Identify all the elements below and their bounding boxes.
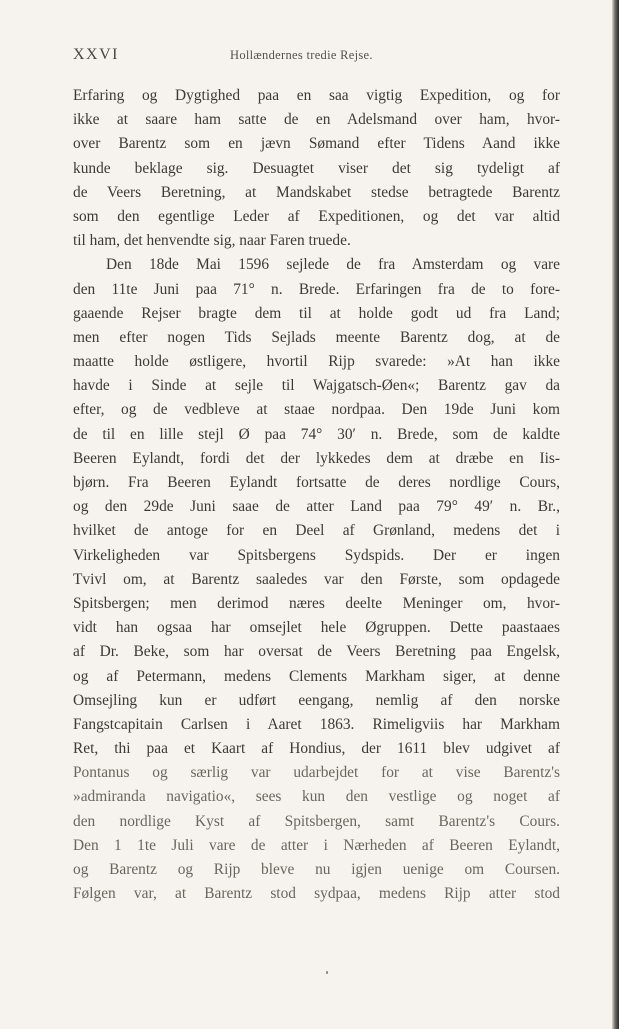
text-line: Virkeligheden var Spitsbergens Sydspids. Der er ingen: [73, 546, 560, 564]
text-line: Pontanus og særlig var udarbejdet for at vise Barentz's: [73, 764, 560, 782]
text-line: vidt han ogsaa har omsejlet hele Øgruppen. Dette paastaaes: [73, 619, 560, 637]
paper-speck: [326, 971, 328, 974]
text-line: hvilket de antoge for en Deel af Grønland, medens det i: [73, 522, 560, 540]
text-line: de Veers Beretning, at Mandskabet stedse betragtede Barentz: [73, 183, 560, 201]
text-line: »admiranda navigatio«, sees kun den vestlige og noget af: [73, 788, 560, 806]
running-title: Hollændernes tredie Rejse.: [230, 48, 373, 62]
text-line: gaaende Rejser bragte dem til at holde godt ud fra Land;: [73, 304, 560, 322]
text-line: Omsejling kun er udført eengang, nemlig af den norske: [73, 691, 560, 709]
text-line: Følgen var, at Barentz stod sydpaa, medens Rijp atter stod: [73, 885, 560, 903]
text-line: den nordlige Kyst af Spitsbergen, samt Barentz's Cours.: [73, 812, 560, 830]
text-line: Erfaring og Dygtighed paa en saa vigtig Expedition, og for: [73, 87, 560, 104]
text-line: havde i Sinde at sejle til Wajgatsch-Øen«; Barentz gav da: [73, 377, 560, 395]
text-line: og af Petermann, medens Clements Markham siger, at denne: [73, 667, 560, 685]
text-line: den 11te Juni paa 71° n. Brede. Erfaringen fra de to fore-: [73, 280, 560, 298]
body-text: [73, 84, 560, 906]
page-header: [73, 46, 560, 66]
text-line: maatte holde østligere, hvortil Rijp svarede: »At han ikke: [73, 353, 560, 371]
text-line: Beeren Eylandt, fordi det der lykkedes dem at dræbe en Iis-: [73, 449, 560, 467]
text-line: Spitsbergen; men derimod næres deelte Meninger om, hvor-: [73, 594, 560, 612]
text-line: og Barentz og Rijp bleve nu igjen uenige om Coursen.: [73, 861, 560, 878]
text-line: Ret, thi paa et Kaart af Hondius, der 1611 blev udgivet af: [73, 740, 560, 758]
text-line: de til en lille stejl Ø paa 74° 30′ n. Brede, som de kaldte: [73, 425, 560, 443]
text-line: bjørn. Fra Beeren Eylandt fortsatte de deres nordlige Cours,: [73, 474, 560, 491]
paragraph-start-line: Den 18de Mai 1596 sejlede de fra Amsterdam og vare: [106, 256, 560, 274]
text-line: og den 29de Juni saae de atter Land paa 79° 49′ n. Br.,: [73, 498, 560, 516]
text-line: af Dr. Beke, som har oversat de Veers Beretning paa Engelsk,: [73, 643, 560, 661]
text-line: men efter nogen Tids Sejlads meente Barentz dog, at de: [73, 328, 560, 346]
text-line: ikke at saare ham satte de en Adelsmand over ham, hvor-: [73, 111, 560, 129]
text-line: Den 1 1te Juli vare de atter i Nærheden af Beeren Eylandt,: [73, 836, 560, 854]
text-line: Fangstcapitain Carlsen i Aaret 1863. Rimeligviis har Markham: [73, 715, 560, 733]
text-line: efter, og de vedbleve at staae nordpaa. Den 19de Juni kom: [73, 401, 560, 419]
scan-edge-shadow: [612, 0, 619, 1029]
paragraph-end-line: til ham, det henvendte sig, naar Faren truede.: [73, 232, 351, 250]
text-line: kunde beklage sig. Desuagtet viser det sig tydeligt af: [73, 159, 560, 177]
page-number: XXVI: [73, 46, 119, 63]
text-line: Tvivl om, at Barentz saaledes var den Første, som opdagede: [73, 570, 560, 588]
text-line: som den egentlige Leder af Expeditionen, og det var altid: [73, 207, 560, 225]
text-line: over Barentz som en jævn Sømand efter Tidens Aand ikke: [73, 135, 560, 153]
